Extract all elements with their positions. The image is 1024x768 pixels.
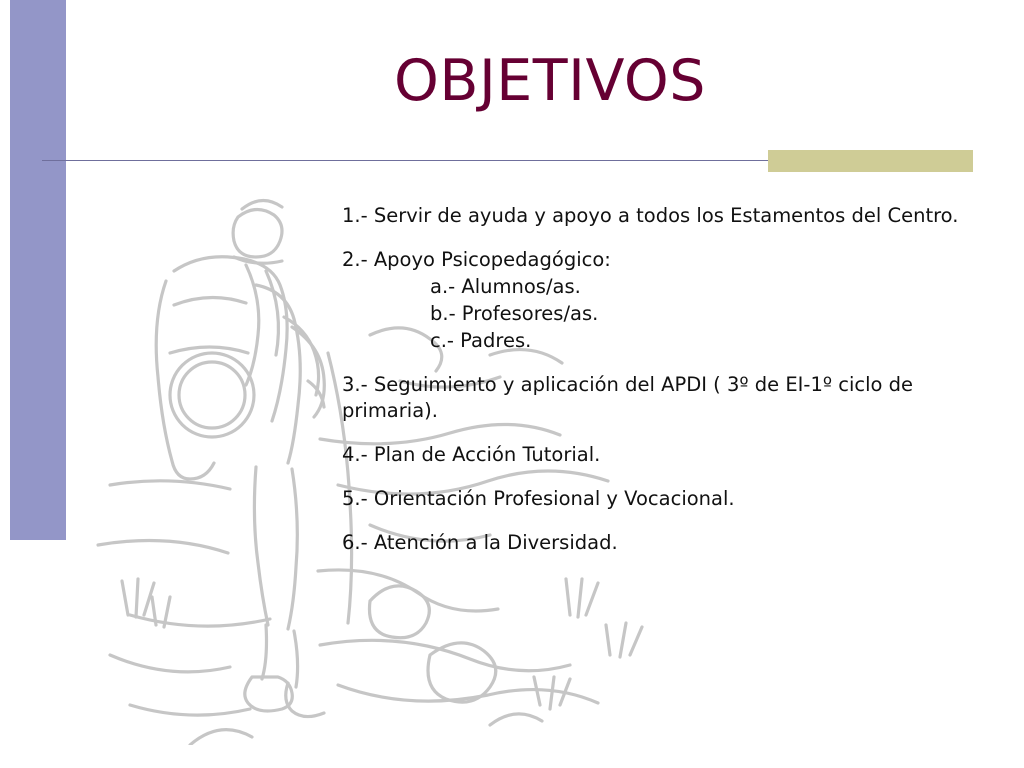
body-item-4: 4.- Plan de Acción Tutorial. xyxy=(342,443,601,467)
body-item-1: 1.- Servir de ayuda y apoyo a todos los Estamentos del Centro. xyxy=(342,204,959,227)
body-item-5: 5.- Orientación Profesional y Vocacional. xyxy=(342,487,735,511)
left-bar-edge xyxy=(0,0,10,540)
body-item-6: 6.- Atención a la Diversidad. xyxy=(342,531,618,555)
body-item-2c: c.- Padres. xyxy=(430,328,532,352)
body-item-2: 2.- Apoyo Psicopedagógico: xyxy=(342,247,611,271)
body-item-3: 3.- Seguimiento y aplicación del APDI ( 3º de EI-1º ciclo de primaria). xyxy=(342,372,914,423)
slide-body xyxy=(342,203,982,574)
left-decorative-bar xyxy=(10,0,66,540)
page-title: OBJETIVOS xyxy=(394,48,706,114)
body-item-2b: b.- Profesores/as. xyxy=(430,301,599,325)
body-item-2a: a.- Alumnos/as. xyxy=(430,274,581,298)
title-divider-accent xyxy=(768,150,973,172)
